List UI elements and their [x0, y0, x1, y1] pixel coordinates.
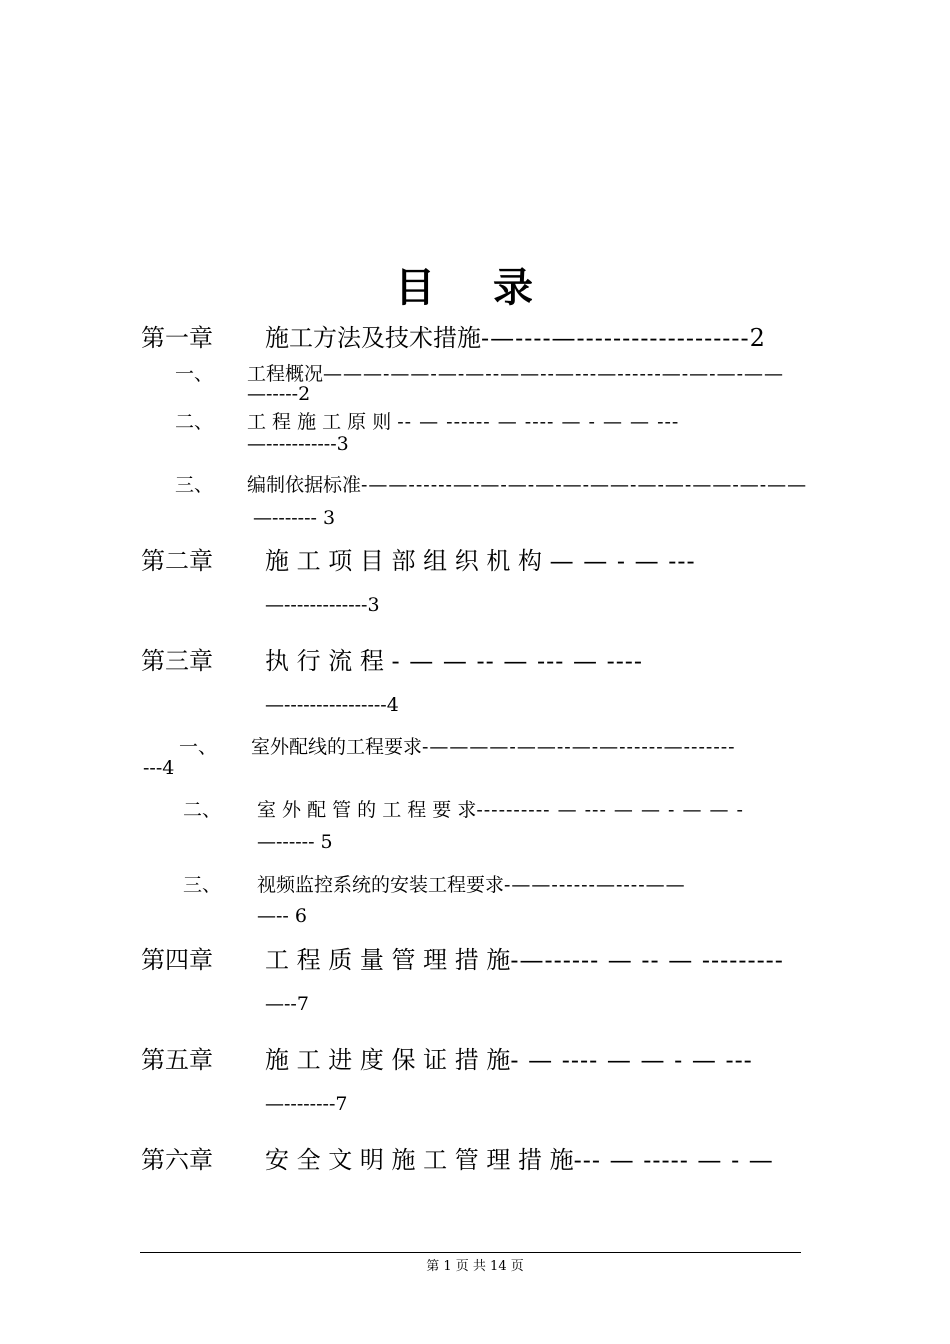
toc-section-title	[247, 470, 807, 497]
toc-leader: ---------- — --- — — - — — -	[476, 799, 744, 821]
page-title: 目 录	[395, 265, 555, 311]
toc-entry-text: 施 工 进 度 保 证 措 施	[265, 1046, 511, 1074]
toc-section-number: 一、	[175, 363, 214, 385]
toc-section-title	[247, 359, 784, 386]
toc-chapter-number: 第一章	[141, 324, 213, 352]
toc-section-number: 一、	[179, 736, 218, 758]
toc-chapter-title	[265, 541, 696, 576]
toc-section-title	[247, 407, 679, 434]
toc-entry-text: 施工方法及技术措施	[265, 324, 481, 352]
toc-entry-text: 安 全 文 明 施 工 管 理 措 施	[265, 1146, 574, 1174]
toc-entry-text: 室外配线的工程要求	[251, 736, 423, 758]
toc-entry-text: 工 程 施 工 原 则	[247, 411, 392, 433]
toc-chapter-number: 第三章	[141, 647, 213, 675]
toc-chapter-title	[265, 1140, 774, 1175]
toc-leader: -——------—----——	[504, 874, 686, 896]
toc-chapter-number: 第四章	[141, 946, 213, 974]
toc-section-title	[257, 795, 744, 822]
toc-section-number: 三、	[183, 874, 222, 896]
page-footer: 第 1 页 共 14 页	[426, 1259, 524, 1274]
toc-leader-continuation: —-------------3	[265, 594, 380, 616]
toc-leader-continuation: —--7	[265, 993, 309, 1015]
toc-leader: -—------ — -- — ---------	[510, 946, 784, 974]
toc-leader-continuation: —----------------4	[265, 694, 399, 716]
toc-leader-continuation: ---4	[143, 757, 175, 779]
toc-leader: -—----—-------------------2	[481, 324, 766, 352]
toc-entry-text: 工程概况	[247, 363, 324, 385]
toc-leader-continuation: —------ 5	[257, 831, 333, 853]
toc-chapter-title	[265, 641, 643, 676]
toc-leader-continuation: —-----2	[247, 383, 311, 405]
toc-leader: ———-——-—-—--——--—---—------—-—-—-——	[323, 363, 784, 385]
toc-section-number: 三、	[175, 474, 214, 496]
toc-leader-continuation: —-- 6	[257, 905, 307, 927]
toc-leader: - — ---- — — - — ---	[510, 1046, 753, 1074]
toc-entry-text: 施 工 项 目 部 组 织 机 构	[265, 547, 543, 575]
toc-chapter-title	[265, 1040, 753, 1075]
toc-leader: -————-——--—-—------—-------	[422, 736, 736, 758]
toc-leader: — — - — ---	[549, 547, 696, 575]
toc-entry-text: 执 行 流 程	[265, 647, 384, 675]
toc-leader-continuation: —--------7	[265, 1093, 348, 1115]
toc-chapter-number: 第六章	[141, 1146, 213, 1174]
toc-leader-continuation: —------- 3	[253, 507, 336, 529]
toc-chapter-title	[265, 940, 784, 975]
toc-entry-text: 视频监控系统的安装工程要求	[257, 874, 505, 896]
toc-entry-text: 室 外 配 管 的 工 程 要 求	[257, 799, 477, 821]
toc-leader-continuation: —-----------3	[247, 433, 349, 455]
toc-entry-text: 工 程 质 量 管 理 措 施	[265, 946, 511, 974]
toc-chapter-title	[265, 318, 766, 353]
toc-chapter-number: 第二章	[141, 547, 213, 575]
toc-section-title	[251, 732, 736, 759]
toc-chapter-number: 第五章	[141, 1046, 213, 1074]
toc-section-number: 二、	[175, 411, 214, 433]
toc-leader: -——------—-—-—-—-—-——-—-—-——-—-——	[361, 474, 808, 496]
footer-divider	[140, 1252, 801, 1253]
toc-leader: -- — ------ — ---- — - — — ---	[397, 411, 680, 433]
toc-leader: - — — -- — --- — ----	[391, 647, 644, 675]
toc-section-title	[257, 870, 686, 897]
toc-section-number: 二、	[183, 799, 222, 821]
toc-leader: --- — ----- — - —	[573, 1146, 774, 1174]
toc-entry-text: 编制依据标准	[247, 474, 362, 496]
